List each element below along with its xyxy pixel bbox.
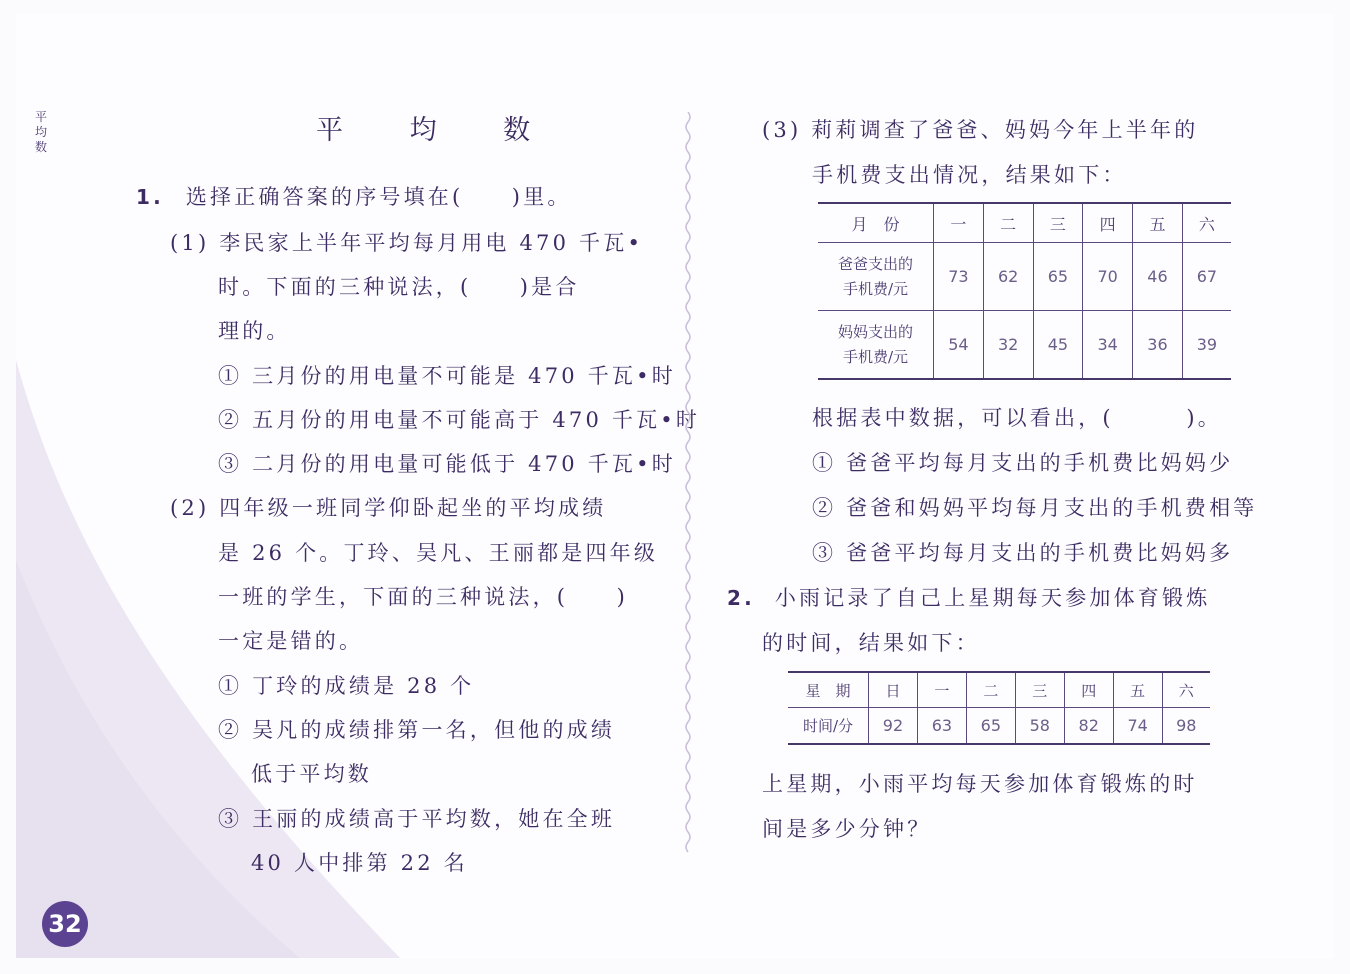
table-cell: 62 (983, 243, 1033, 311)
question-2 (727, 582, 1210, 612)
part-2-option-2-cont: 低于平均数 (251, 762, 372, 786)
part-3-question: 根据表中数据，可以看出，( )。 (812, 406, 1222, 430)
table-header-cell: 四 (1083, 203, 1133, 243)
part-3-option-3: ③ 爸爸平均每月支出的手机费比妈妈多 (812, 541, 1234, 565)
table-header-cell: 五 (1113, 672, 1162, 708)
table-cell: 45 (1033, 311, 1083, 380)
part-1-option-2: ② 五月份的用电量不可能高于 470 千瓦•时 (218, 408, 701, 432)
question-1-text: 选择正确答案的序号填在( )里。 (185, 185, 572, 209)
table-header-cell: 月 份 (818, 203, 934, 243)
row-header-mom (818, 311, 934, 380)
part-2-option-2: ② 吴凡的成绩排第一名，但他的成绩 (218, 718, 616, 742)
table-cell: 82 (1064, 708, 1113, 745)
table-header-cell: 日 (869, 672, 918, 708)
table-header-row (818, 203, 1231, 243)
table-cell: 34 (1083, 311, 1133, 380)
row-header-dad (818, 243, 934, 311)
part-3-line-2: 手机费支出情况，结果如下： (812, 163, 1127, 187)
page-title: 平 均 数 (316, 115, 560, 146)
table-header-cell: 一 (917, 672, 966, 708)
part-1-line-1: (1) 李民家上半年平均每月用电 470 千瓦• (170, 231, 644, 255)
question-1-number: 1. (136, 185, 164, 209)
row-header-dad-line-2: 手机费/元 (842, 279, 909, 298)
table-cell: 36 (1133, 311, 1183, 380)
table-cell: 73 (934, 243, 984, 311)
row-header-dad-line-1: 爸爸支出的 (837, 254, 913, 273)
table-header-cell: 六 (1182, 203, 1231, 243)
question-2-line-3: 上星期，小雨平均每天参加体育锻炼的时 (762, 772, 1198, 796)
part-2-option-1: ① 丁玲的成绩是 28 个 (218, 674, 475, 698)
side-label: 平均数 (34, 110, 47, 154)
table-cell: 54 (934, 311, 984, 380)
table-cell: 98 (1162, 708, 1210, 745)
table-cell: 46 (1133, 243, 1183, 311)
part-1-option-3: ③ 二月份的用电量可能低于 470 千瓦•时 (218, 452, 676, 476)
table-header-cell: 六 (1162, 672, 1210, 708)
table-header-cell: 五 (1133, 203, 1183, 243)
table-header-cell: 三 (1015, 672, 1064, 708)
table-header-cell: 三 (1033, 203, 1083, 243)
question-2-line-1: 小雨记录了自己上星期每天参加体育锻炼 (774, 586, 1211, 610)
table-header-cell: 二 (966, 672, 1015, 708)
table-cell: 39 (1182, 311, 1231, 380)
row-header-time: 时间/分 (802, 717, 854, 735)
table-row (788, 708, 1210, 745)
table-cell: 70 (1083, 243, 1133, 311)
table-header-cell: 一 (934, 203, 984, 243)
question-2-line-4: 间是多少分钟？ (762, 817, 932, 841)
table-cell: 92 (869, 708, 918, 745)
table-header-cell: 星 期 (788, 672, 869, 708)
table-header-cell: 四 (1064, 672, 1113, 708)
part-3-option-2: ② 爸爸和妈妈平均每月支出的手机费相等 (812, 496, 1258, 520)
table-cell: 32 (983, 311, 1033, 380)
column-divider (680, 112, 696, 872)
table-cell: 67 (1182, 243, 1231, 311)
part-1-line-2: 时。下面的三种说法，( )是合 (218, 275, 580, 299)
part-2-line-2: 是 26 个。丁玲、吴凡、王丽都是四年级 (218, 541, 659, 565)
part-1-option-1: ① 三月份的用电量不可能是 470 千瓦•时 (218, 364, 676, 388)
table-cell: 65 (966, 708, 1015, 745)
row-header-mom-line-2: 手机费/元 (842, 347, 909, 366)
part-2-line-1: (2) 四年级一班同学仰卧起坐的平均成绩 (170, 496, 607, 520)
table-header-cell: 二 (983, 203, 1033, 243)
part-2-option-3-cont: 40 人中排第 22 名 (251, 851, 468, 875)
part-2-option-3: ③ 王丽的成绩高于平均数，她在全班 (218, 807, 616, 831)
table-row (818, 243, 1231, 311)
part-1-line-3: 理的。 (218, 319, 291, 343)
phone-fee-table (818, 202, 1231, 380)
part-3-option-1: ① 爸爸平均每月支出的手机费比妈妈少 (812, 451, 1234, 475)
table-row (818, 311, 1231, 380)
table-cell: 58 (1015, 708, 1064, 745)
row-header-mom-line-1: 妈妈支出的 (837, 322, 913, 341)
table-cell: 65 (1033, 243, 1083, 311)
question-1 (136, 181, 572, 211)
part-2-line-4: 一定是错的。 (218, 629, 364, 653)
part-2-line-3: 一班的学生，下面的三种说法，( ) (218, 585, 628, 609)
question-2-number: 2. (727, 586, 755, 610)
page-number: 32 (48, 910, 82, 938)
table-cell: 74 (1113, 708, 1162, 745)
part-3-line-1: (3) 莉莉调查了爸爸、妈妈今年上半年的 (762, 118, 1199, 142)
table-cell: 63 (917, 708, 966, 745)
question-2-line-2: 的时间，结果如下： (762, 631, 980, 655)
exercise-time-table (788, 671, 1210, 745)
table-header-row (788, 672, 1210, 708)
